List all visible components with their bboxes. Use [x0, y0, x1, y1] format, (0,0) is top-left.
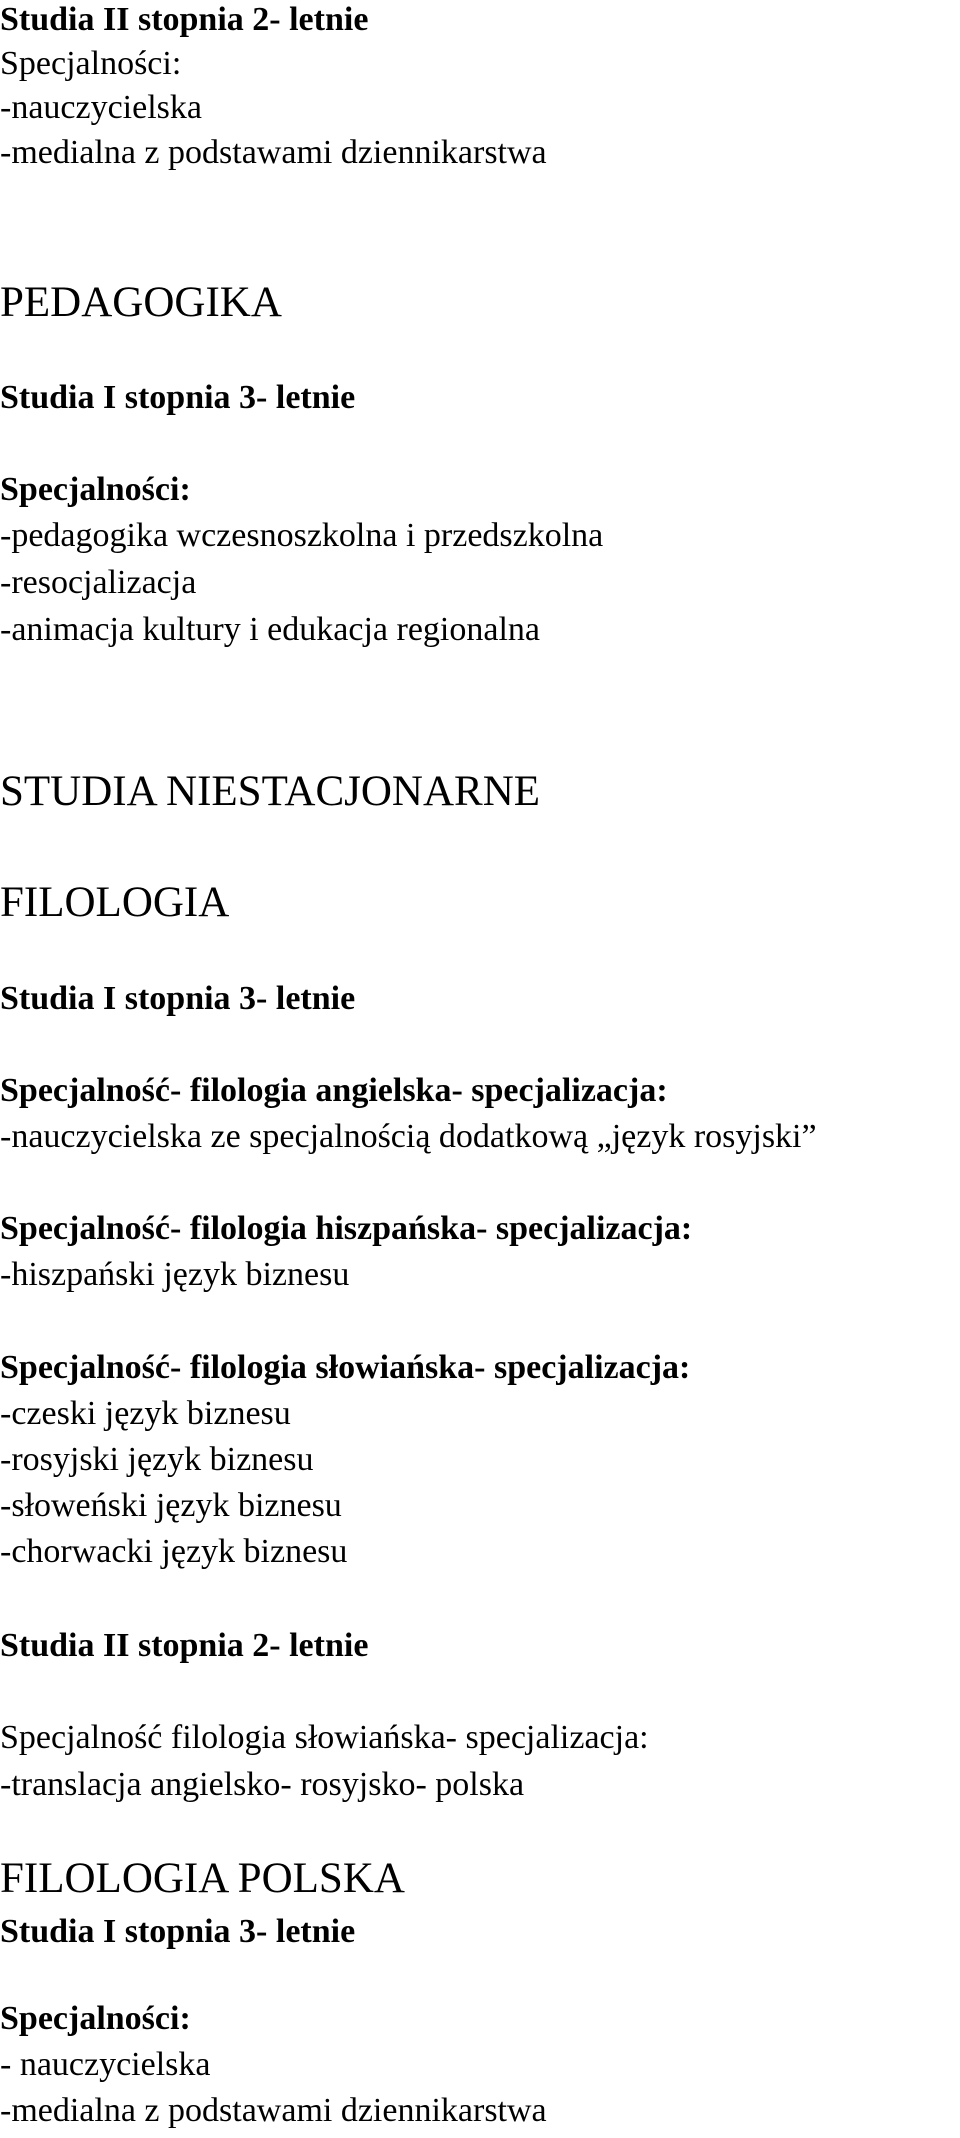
list-item: -hiszpański język biznesu [0, 1256, 350, 1293]
list-item: - nauczycielska [0, 2046, 211, 2083]
list-item: -chorwacki język biznesu [0, 1533, 348, 1570]
section-heading-pedagogika: PEDAGOGIKA [0, 279, 282, 326]
specialty-heading: Specjalność- filologia hiszpańska- specjalizacja: [0, 1210, 693, 1247]
list-item: -medialna z podstawami dziennikarstwa [0, 134, 547, 171]
list-item: -nauczycielska ze specjalnością dodatkową „język rosyjski” [0, 1118, 817, 1155]
degree-heading: Studia II stopnia 2- letnie [0, 1627, 369, 1664]
degree-heading: Studia I stopnia 3- letnie [0, 980, 356, 1017]
degree-heading: Studia I stopnia 3- letnie [0, 1913, 356, 1950]
specialties-label: Specjalności: [0, 45, 182, 82]
list-item: -pedagogika wczesnoszkolna i przedszkolna [0, 517, 604, 554]
list-item: -słoweński język biznesu [0, 1487, 342, 1524]
list-item: -nauczycielska [0, 89, 202, 126]
section-heading-studia-niestacjonarne: STUDIA NIESTACJONARNE [0, 768, 541, 815]
specialties-label: Specjalności: [0, 471, 191, 508]
degree-heading: Studia II stopnia 2- letnie [0, 1, 369, 38]
list-item: -resocjalizacja [0, 564, 197, 601]
list-item: -translacja angielsko- rosyjsko- polska [0, 1766, 525, 1803]
list-item: -medialna z podstawami dziennikarstwa [0, 2092, 547, 2129]
degree-heading: Studia I stopnia 3- letnie [0, 379, 356, 416]
section-heading-filologia-polska: FILOLOGIA POLSKA [0, 1855, 405, 1902]
list-item: -rosyjski język biznesu [0, 1441, 314, 1478]
section-heading-filologia: FILOLOGIA [0, 879, 230, 926]
specialty-heading: Specjalność- filologia angielska- specjalizacja: [0, 1072, 668, 1109]
specialties-label: Specjalności: [0, 2000, 191, 2037]
list-item: -czeski język biznesu [0, 1395, 291, 1432]
specialty-heading: Specjalność- filologia słowiańska- specjalizacja: [0, 1349, 691, 1386]
list-item: -animacja kultury i edukacja regionalna [0, 611, 540, 648]
specialty-heading: Specjalność filologia słowiańska- specjalizacja: [0, 1719, 649, 1756]
